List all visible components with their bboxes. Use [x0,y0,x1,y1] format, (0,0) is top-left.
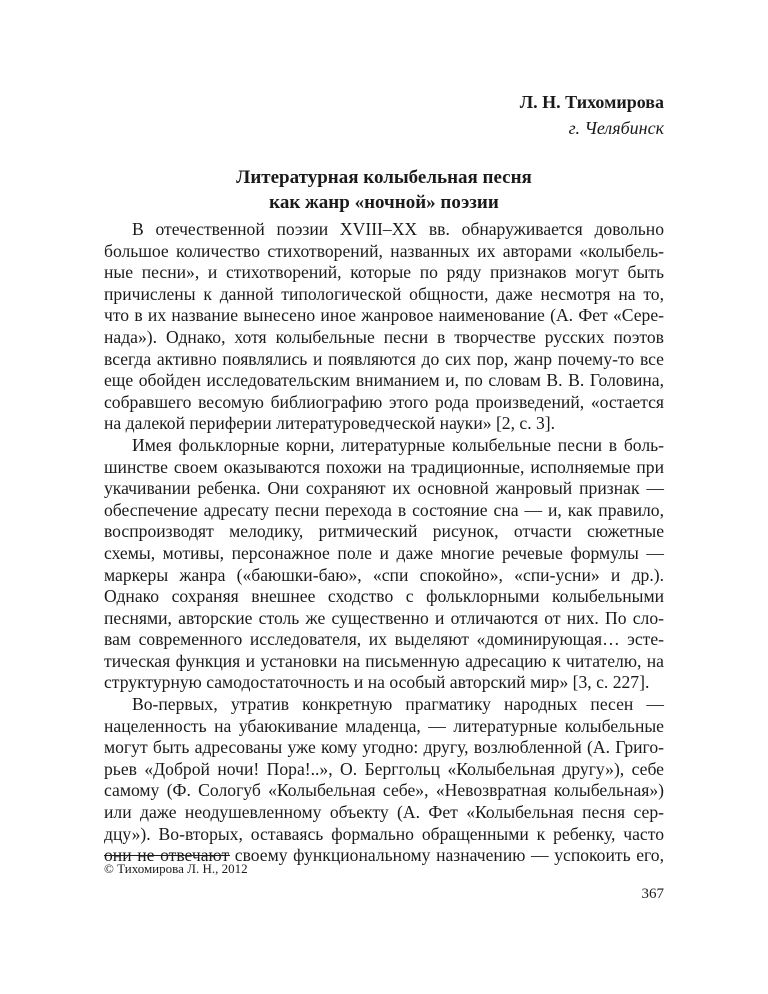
article-body [104,219,664,867]
text-line: нада»). Однако, хотя колыбельные песни в творчестве русских поэтов [104,326,664,347]
text-line: могут быть адресованы уже кому угодно: другу, возлюбленной (А. Григо- [104,737,664,758]
text-line: рьев «Доброй ночи! Пора!..», О. Берггольц «Колыбельная другу»), себе [104,758,664,779]
text-line: структурную самодостаточность и на особый авторский мир» [3, с. 227]. [104,672,650,693]
text-line: шинстве своем оказываются похожи на традиционные, исполняемые при [104,456,664,477]
page-number: 367 [641,886,664,902]
text-line: обеспечение адресату песни перехода в состояние сна — и, как правило, [104,499,664,520]
text-line: вам современного исследователя, их выделяют «доминирующая… эсте- [104,629,664,650]
text-line: песнями, авторские столь же существенно и отличаются от них. По сло- [104,607,664,628]
text-line: тическая функция и установки на письменную адресацию к читателю, на [104,650,664,671]
author-city: г. Челябинск [568,118,664,138]
author-name: Л. Н. Тихомирова [519,92,664,112]
paragraph-1 [104,219,664,435]
title-line-1: Литературная колыбельная песня [236,167,532,188]
footnote-divider [104,855,230,856]
text-line: Имея фольклорные корни, литературные колыбельные песни в боль- [132,434,664,455]
text-line: нацеленность на убаюкивание младенца, — литературные колыбельные [104,715,664,736]
text-line: собравшего весомую библиографию этого рода произведений, «остается [104,391,664,412]
text-line: самому (Ф. Сологуб «Колыбельная себе», «Невозвратная колыбельная») [104,780,664,801]
text-line: маркеры жанра («баюшки-баю», «спи спокойно», «спи-усни» и др.). [104,564,664,585]
paragraph-2 [104,435,664,694]
text-line: большое количество стихотворений, названных их авторами «колыбель- [104,240,664,261]
text-line: воспроизводят мелодику, ритмический рисунок, отчасти сюжетные [104,521,664,542]
text-line: они не отвечают своему функциональному назначению — успокоить его, [104,845,664,866]
text-line: еще обойден исследовательским вниманием и, по словам В. В. Головина, [104,370,664,391]
copyright-footnote: © Тихомирова Л. Н., 2012 [104,861,248,876]
text-line: на далекой периферии литературоведческой науки» [2, с. 3]. [104,413,556,434]
text-line: всегда активно появлялись и появляются до сих пор, жанр почему-то все [104,348,664,369]
text-line: Однако сохраняя внешнее сходство с фольклорными колыбельными [104,586,664,607]
text-line: или даже неодушевленному объекту (А. Фет «Колыбельная песня сер- [104,802,664,823]
text-line: дцу»). Во-вторых, оставаясь формально обращенными к ребенку, часто [104,823,664,844]
article-title [104,165,664,215]
text-line: причислены к данной типологической общности, даже несмотря на то, [104,283,664,304]
text-line: В отечественной поэзии XVIII–XX вв. обнаруживается довольно [132,219,664,239]
text-line: ные песни», и стихотворений, которые по ряду признаков могут быть [104,262,664,283]
title-line-2: как жанр «ночной» поэзии [269,192,499,213]
text-line: укачивании ребенка. Они сохраняют их основной жанровый признак — [104,478,664,499]
text-line: схемы, мотивы, персонажное поле и даже многие речевые формулы — [104,542,664,563]
text-line: Во-первых, утратив конкретную прагматику народных песен — [132,694,664,715]
paragraph-3 [104,694,664,867]
text-line: что в их название вынесено иное жанровое наименование (А. Фет «Сере- [104,305,664,326]
